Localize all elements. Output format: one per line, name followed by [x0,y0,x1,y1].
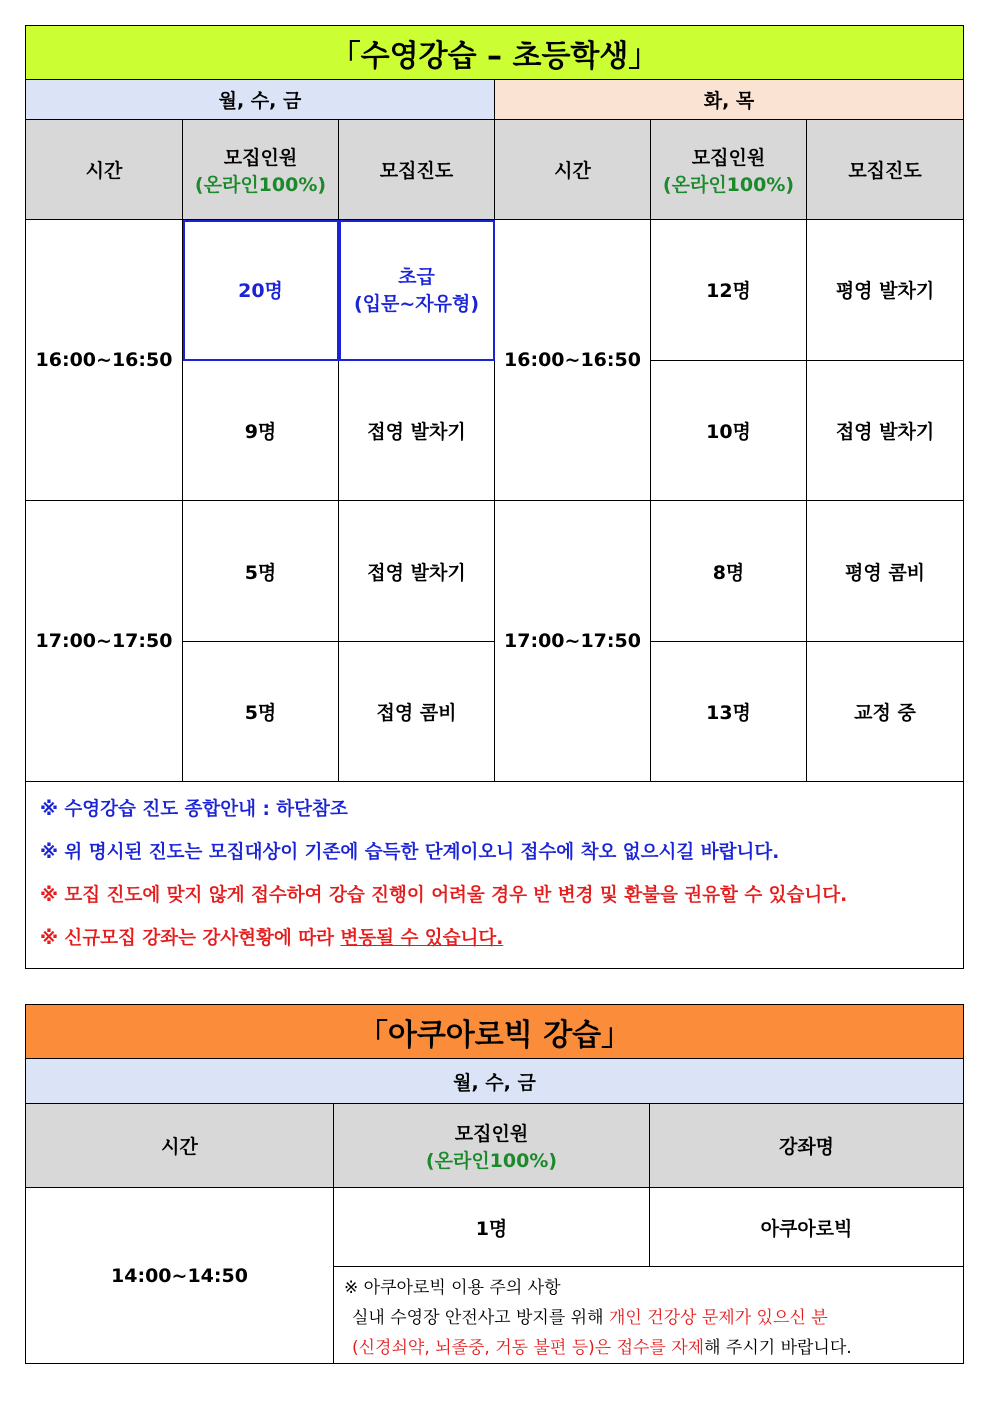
aqua-caution-text: 해 주시기 바랍니다. [704,1338,852,1358]
aqua-caution-title: ※ 아쿠아로빅 이용 주의 사항 [344,1278,561,1298]
count-cell: 5명 [183,642,339,782]
level-cell: 평영 콤비 [807,501,964,642]
count-cell: 13명 [651,642,807,782]
note-2: ※ 위 명시된 진도는 모집대상이 기존에 습득한 단계이오니 접수에 착오 없으시길 바랍니다. [40,842,780,863]
level-cell: 평영 발차기 [807,220,964,361]
days-tue-thu: 화, 목 [495,80,964,120]
aqua-caution-highlight: 개인 건강상 문제가 있으신 분 [608,1308,828,1328]
aqua-caution-line-2 [344,1303,963,1333]
level-cell: 접영 발차기 [807,361,964,501]
time-slot-right-2: 17:00~17:50 [495,501,651,782]
header-time: 시간 [26,120,183,220]
level-cell: 접영 콤비 [339,642,495,782]
level-cell: 접영 발차기 [339,361,495,501]
swim-title: 「수영강습 – 초등학생」 [26,26,964,80]
header-capacity [183,120,339,220]
aqua-count-cell: 1명 [334,1188,650,1267]
time-slot-left-1: 16:00~16:50 [26,220,183,501]
count-cell: 12명 [651,220,807,361]
aqua-header-course: 강좌명 [650,1104,964,1188]
aqua-header-capacity [334,1104,650,1188]
header-progress: 모집진도 [807,120,964,220]
count-cell[interactable]: 20명 [183,220,339,361]
header-time: 시간 [495,120,651,220]
swim-schedule-table [25,25,964,969]
header-capacity-label: 모집인원 [223,146,298,169]
aqua-caution-text: 실내 수영장 안전사고 방지를 위해 [352,1308,609,1328]
count-cell: 10명 [651,361,807,501]
header-online-label: (온라인100%) [194,173,327,196]
note-3: ※ 모집 진도에 맞지 않게 접수하여 강습 진행이 어려울 경우 반 변경 및 환불을 권유할 수 있습니다. [40,885,848,906]
aqua-course-cell: 아쿠아로빅 [650,1188,964,1267]
aqua-time-slot: 14:00~14:50 [26,1188,334,1364]
level-line-2: (입문~자유형) [353,293,480,315]
level-cell[interactable] [339,220,495,361]
header-capacity-label: 모집인원 [691,146,766,169]
aqua-title: 「아쿠아로빅 강습」 [26,1005,964,1059]
aqua-header-online-label: (온라인100%) [425,1149,558,1172]
time-slot-right-1: 16:00~16:50 [495,220,651,501]
header-progress: 모집진도 [339,120,495,220]
header-capacity [651,120,807,220]
notes-box [26,782,964,969]
count-cell: 8명 [651,501,807,642]
aqua-header-time: 시간 [26,1104,334,1188]
aqua-caution-box [334,1267,964,1364]
count-cell: 9명 [183,361,339,501]
count-cell: 5명 [183,501,339,642]
aqua-caution-highlight: (신경쇠약, 뇌졸중, 거동 불편 등)은 접수를 자제 [352,1338,705,1358]
aqua-days: 월, 수, 금 [26,1059,964,1104]
note-1: ※ 수영강습 진도 종합안내 : 하단참조 [40,799,348,820]
days-mon-wed-fri: 월, 수, 금 [26,80,495,120]
level-cell: 교정 중 [807,642,964,782]
note-4-text: ※ 신규모집 강좌는 강사현황에 따라 [40,928,341,949]
header-online-label: (온라인100%) [662,173,795,196]
aqua-schedule-table [25,1004,964,1364]
level-cell: 접영 발차기 [339,501,495,642]
time-slot-left-2: 17:00~17:50 [26,501,183,782]
note-4-underlined: 변동될 수 있습니다. [340,928,504,949]
level-line-1: 초급 [398,266,435,288]
aqua-header-capacity-label: 모집인원 [454,1122,529,1145]
note-4 [40,917,963,960]
aqua-caution-line-3 [344,1333,963,1363]
